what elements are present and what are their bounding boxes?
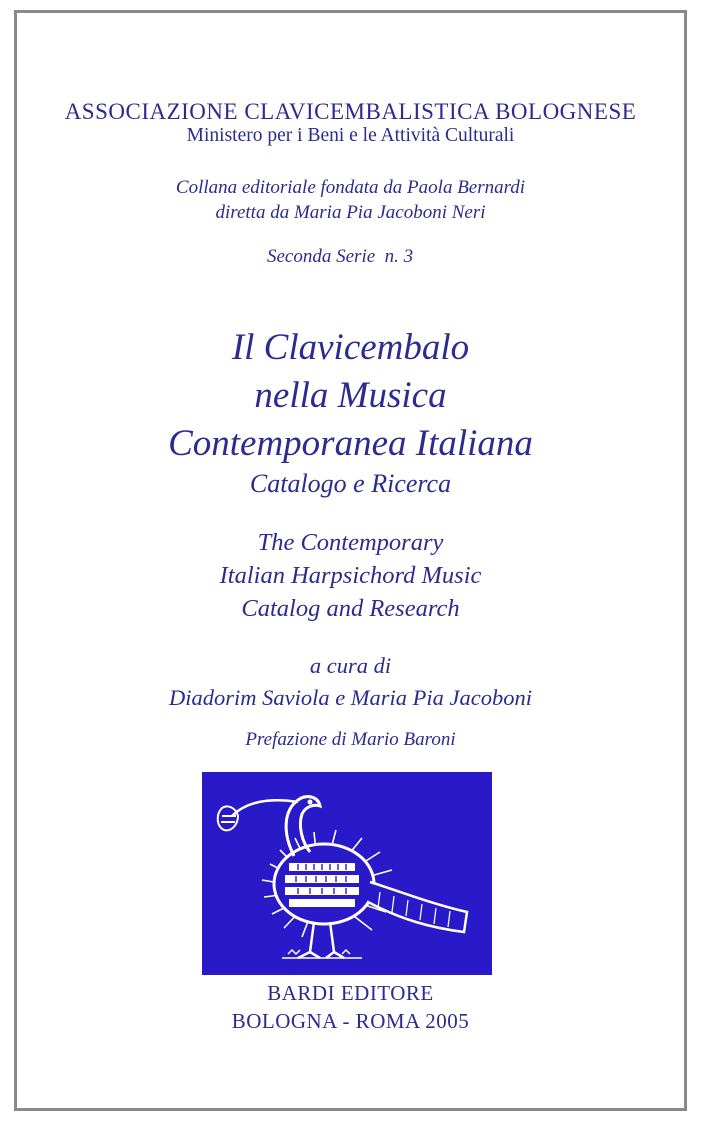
english-title-line-1: The Contemporary — [257, 529, 444, 556]
series-number: Seconda Serie n. 3 — [267, 246, 414, 267]
book-cover — [14, 10, 687, 1111]
publisher-place-year: BOLOGNA - ROMA 2005 — [231, 1009, 470, 1033]
english-title-line-2: Italian Harpsichord Music — [219, 562, 482, 589]
subtitle: Catalogo e Ricerca — [249, 469, 452, 498]
title-line-1: Il Clavicembalo — [231, 327, 470, 368]
edited-by-label: a cura di — [309, 653, 392, 678]
series-director: diretta da Maria Pia Jacoboni Neri — [215, 202, 486, 223]
english-title-line-3: Catalog and Research — [241, 595, 460, 622]
editors-names: Diadorim Saviola e Maria Pia Jacoboni — [168, 685, 533, 710]
ministry-name: Ministero per i Beni e le Attività Culturali — [186, 125, 515, 146]
publisher-name: BARDI EDITORE — [267, 981, 434, 1005]
harpsichord-bird-woodcut-icon — [202, 772, 492, 975]
association-name: ASSOCIAZIONE CLAVICEMBALISTICA BOLOGNESE — [64, 99, 637, 124]
title-line-2: nella Musica — [254, 375, 447, 416]
preface-credit: Prefazione di Mario Baroni — [245, 729, 456, 750]
title-line-3: Contemporanea Italiana — [168, 423, 533, 464]
series-founder: Collana editoriale fondata da Paola Bernardi — [175, 177, 526, 198]
